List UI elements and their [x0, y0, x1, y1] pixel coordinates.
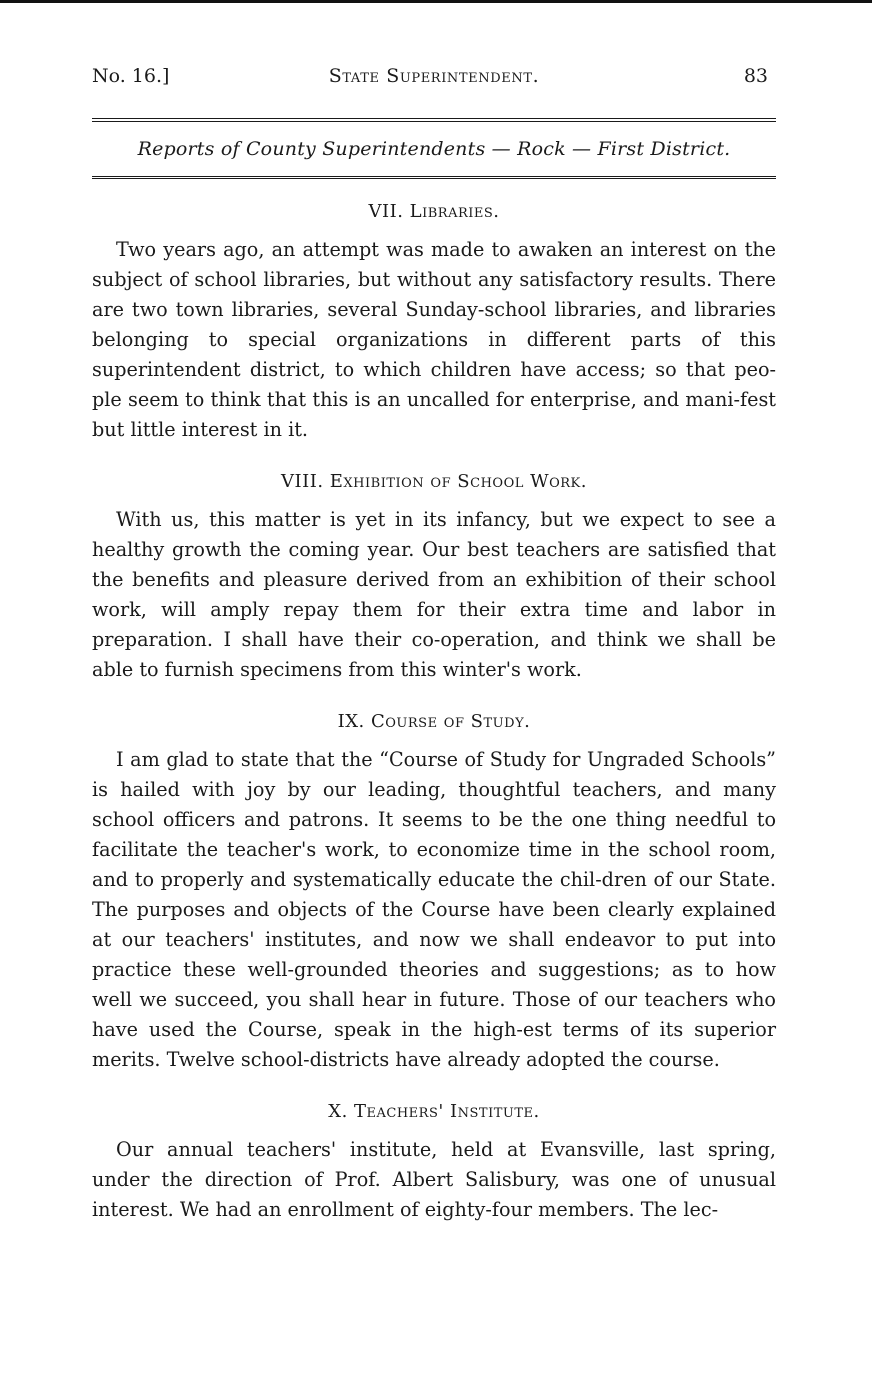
section-heading: X. Teachers' Institute. — [328, 1101, 540, 1122]
section-heading: VIII. Exhibition of School Work. — [281, 471, 587, 492]
section-paragraph: Our annual teachers' institute, held at Evansville, last spring, under the direction of Prof. Albert Salisbury, was one of unusual interest. We had an enrollment of eighty-four members. The lec- — [92, 1138, 776, 1221]
document-number: No. 16.] — [92, 65, 170, 87]
section-paragraph: With us, this matter is yet in its infancy, but we expect to see a healthy growth the coming year. Our best teachers are satisfied that the benefits and pleasure derived from an exhibition of their school work, will amply repay them for their extra time and labor in preparation. I shall have their co-operation, and think we shall be able to furnish specimens from this winter's work. — [92, 508, 776, 681]
document-page — [92, 56, 776, 1225]
section-course-of-study — [92, 707, 776, 1075]
section-paragraph: Two years ago, an attempt was made to awaken an interest on the subject of school libraries, but without any satisfactory results. There are two town libraries, several Sunday-school libraries, and libraries belonging to special organizations in different parts of this superintendent district, to which children have access; so that peo-ple seem to think that this is an uncalled for enterprise, and mani-fest but little interest in it. — [92, 238, 776, 441]
page-number: 83 — [743, 65, 768, 87]
section-heading: IX. Course of Study. — [337, 711, 531, 732]
report-subtitle: Reports of County Superintendents — Rock — First District. — [137, 137, 731, 160]
subtitle-rule — [92, 176, 776, 180]
running-title: State Superintendent. — [328, 65, 540, 87]
section-exhibition — [92, 467, 776, 685]
section-paragraph: I am glad to state that the “Course of Study for Ungraded Schools” is hailed with joy by our leading, thoughtful teachers, and many school officers and patrons. It seems to be the one thing needful to facilitate the teacher's work, to economize time in the school room, and to properly and systematically educate the chil-dren of our State. The purposes and objects of the Course have been clearly explained at our teachers' institutes, and now we shall endeavor to put into practice these well-grounded theories and suggestions; as to how well we succeed, you shall hear in future. Those of our teachers who have used the Course, speak in the high-est terms of its superior merits. Twelve school-districts have already adopted the course. — [92, 748, 776, 1071]
section-heading: VII. Libraries. — [368, 201, 500, 222]
section-teachers-institute — [92, 1097, 776, 1225]
running-head — [92, 56, 776, 96]
section-libraries — [92, 197, 776, 445]
top-edge-rule — [0, 0, 872, 3]
